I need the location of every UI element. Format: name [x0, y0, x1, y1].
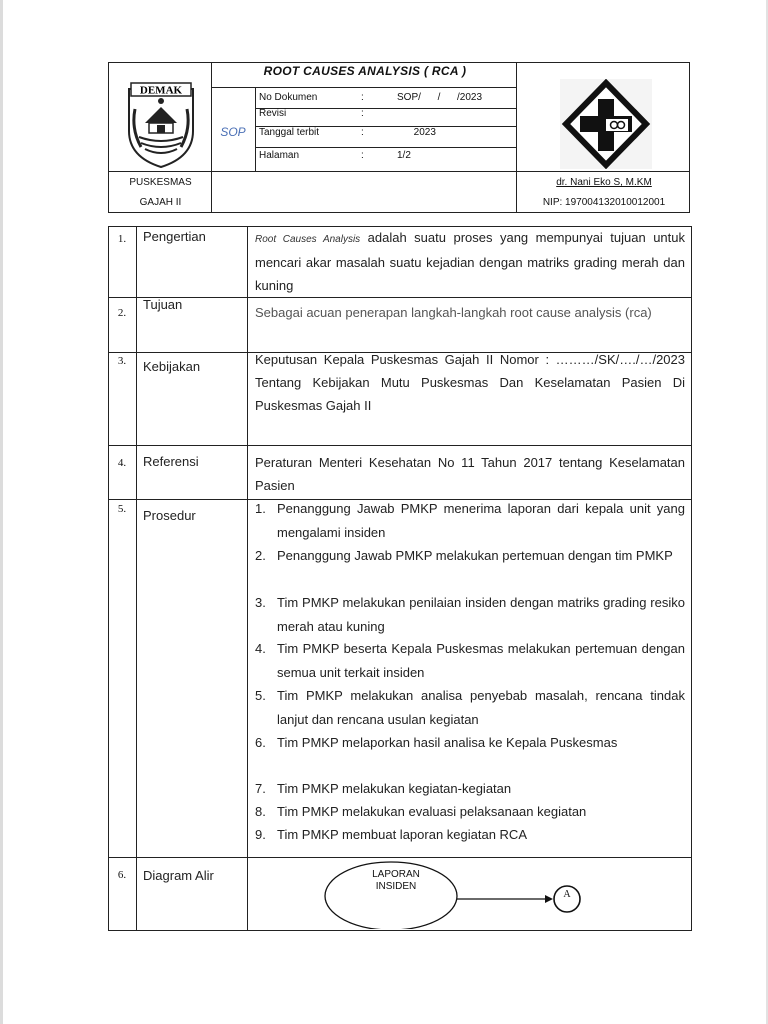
row-label-pengertian: Pengertian — [143, 229, 206, 244]
flow-start-label — [356, 869, 436, 893]
procedure-step — [255, 544, 685, 568]
step-number: 1. — [255, 501, 266, 516]
meta-row-tanggal-terbit — [257, 122, 515, 144]
meta-key: Halaman — [259, 150, 300, 161]
step-number: 3. — [255, 595, 266, 610]
sop-content-table — [108, 226, 692, 931]
meta-value: 2023 — [397, 127, 436, 138]
page-edge-left — [0, 0, 3, 1024]
step-number: 2. — [255, 548, 266, 563]
row-number: 1. — [117, 233, 127, 245]
meta-colon: : — [361, 127, 364, 138]
org-line-2: GAJAH II — [139, 197, 182, 208]
step-text: Tim PMKP melakukan evaluasi pelaksanaan kegiatan — [277, 804, 587, 819]
procedure-step — [255, 800, 685, 824]
row-label-tujuan: Tujuan — [143, 297, 183, 312]
row-text-pengertian — [255, 226, 685, 297]
step-number: 5. — [255, 688, 266, 703]
organization-name — [109, 173, 212, 213]
signer-block — [517, 173, 691, 213]
row-label-referensi: Referensi — [143, 454, 199, 469]
row-number: 4. — [117, 457, 127, 469]
procedure-step — [255, 777, 685, 801]
flow-start-line-1: LAPORAN — [372, 869, 420, 880]
row-number: 5. — [117, 503, 127, 515]
step-text: Tim PMKP melakukan analisa penyebab masalah, rencana tindak lanjut dan rencana usulan kegiatan — [277, 688, 685, 727]
step-text: Penanggung Jawab PMKP menerima laporan dari kepala unit yang mengalami insiden — [277, 501, 685, 540]
row-number: 6. — [117, 869, 127, 881]
step-number: 4. — [255, 641, 266, 656]
meta-colon: : — [361, 92, 364, 103]
sop-header-table — [108, 62, 690, 213]
signer-nip: NIP: 197004132010012001 — [542, 197, 666, 208]
step-number: 8. — [255, 804, 266, 819]
org-line-1: PUSKESMAS — [129, 177, 192, 188]
procedure-step — [255, 591, 685, 638]
meta-row-halaman — [257, 145, 515, 167]
signer-name: dr. Nani Eko S, M.KM — [556, 177, 652, 188]
row-label-kebijakan: Kebijakan — [143, 359, 201, 374]
flow-connector-label: A — [563, 889, 571, 900]
meta-value: 1/2 — [397, 150, 411, 161]
procedure-step — [255, 684, 685, 731]
rca-term: Root Causes Analysis — [255, 234, 361, 245]
row-label-diagram-alir: Diagram Alir — [143, 868, 214, 883]
step-number: 6. — [255, 735, 266, 750]
step-text: Tim PMKP melaporkan hasil analisa ke Kepala Puskesmas — [277, 735, 618, 750]
step-text: Tim PMKP beserta Kepala Puskesmas melakukan pertemuan dengan semua unit terkait insiden — [277, 641, 685, 680]
meta-key: No Dokumen — [259, 92, 318, 103]
meta-key: Revisi — [259, 108, 287, 119]
meta-value: SOP/ / /2023 — [397, 92, 483, 103]
pengertian-text: adalah suatu proses yang mempunyai tujuan untuk mencari akar masalah suatu kejadian dengan matriks grading merah dan kuning — [255, 230, 686, 293]
meta-colon: : — [361, 108, 364, 119]
demak-regency-logo — [123, 79, 199, 169]
step-number: 7. — [255, 781, 266, 796]
step-text: Tim PMKP melakukan penilaian insiden dengan matriks grading resiko merah atau kuning — [277, 595, 685, 634]
step-text: Penanggung Jawab PMKP melakukan pertemuan dengan tim PMKP — [277, 548, 673, 563]
flow-start-line-2: INSIDEN — [375, 881, 417, 892]
row-text-tujuan: Sebagai acuan penerapan langkah-langkah root cause analysis (rca) — [255, 305, 652, 320]
document-title: ROOT CAUSES ANALYSIS ( RCA ) — [263, 64, 467, 78]
procedure-step — [255, 637, 685, 684]
row-label-prosedur: Prosedur — [143, 508, 196, 523]
step-text: Tim PMKP membuat laporan kegiatan RCA — [277, 827, 527, 842]
sop-label: SOP — [220, 125, 246, 139]
row-text-kebijakan: Keputusan Kepala Puskesmas Gajah II Nomor : ………/SK/…./…/2023 Tentang Kebijakan Mutu Puskesmas Dan Keselamatan Pasien Di Puskesmas Gajah II — [255, 352, 685, 413]
logo-lettering: DEMAK — [139, 84, 183, 97]
meta-colon: : — [361, 150, 364, 161]
row-number: 3. — [117, 355, 127, 367]
meta-key: Tanggal terbit — [259, 127, 320, 138]
row-number: 2. — [117, 307, 127, 319]
step-text: Tim PMKP melakukan kegiatan-kegiatan — [277, 781, 512, 796]
flow-arrowhead — [545, 895, 553, 903]
procedure-step — [255, 731, 685, 755]
procedure-step — [255, 823, 685, 847]
row-text-referensi: Peraturan Menteri Kesehatan No 11 Tahun 2017 tentang Keselamatan Pasien — [255, 455, 685, 493]
procedure-step — [255, 497, 685, 544]
step-number: 9. — [255, 827, 266, 842]
puskesmas-logo — [560, 79, 652, 169]
